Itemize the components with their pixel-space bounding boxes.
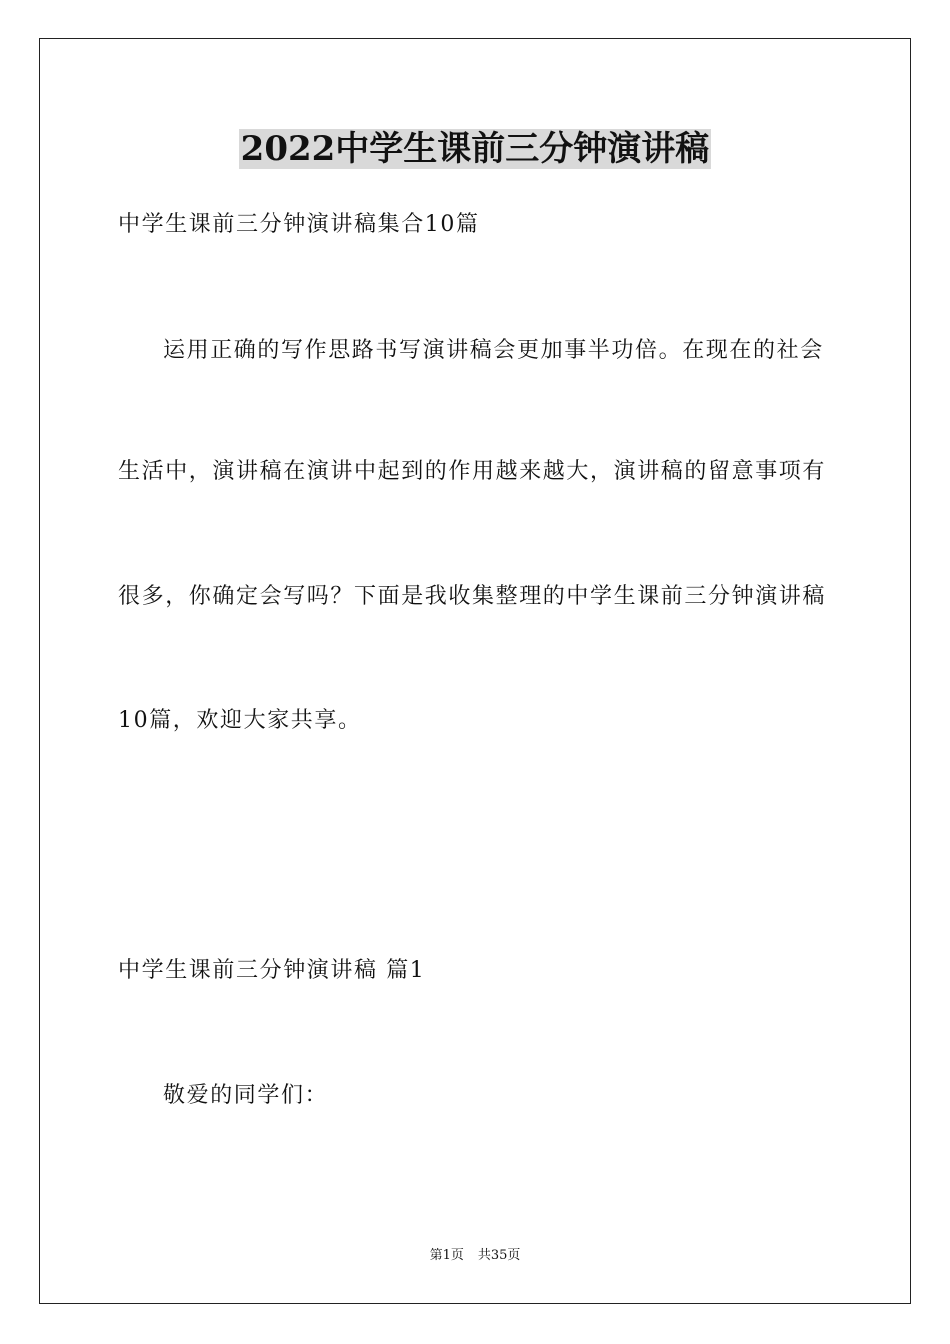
salutation: 敬爱的同学们： bbox=[163, 1083, 329, 1108]
document-subtitle: 中学生课前三分钟演讲稿集合10篇 bbox=[118, 212, 480, 237]
intro-line-3: 很多，你确定会写吗？下面是我收集整理的中学生课前三分钟演讲稿 bbox=[118, 584, 827, 609]
section-heading: 中学生课前三分钟演讲稿 篇1 bbox=[118, 958, 426, 983]
title-text: 2022中学生课前三分钟演讲稿 bbox=[240, 129, 710, 169]
intro-line-2: 生活中，演讲稿在演讲中起到的作用越来越大，演讲稿的留意事项有 bbox=[118, 459, 827, 484]
intro-line-4: 10篇，欢迎大家共享。 bbox=[118, 708, 362, 733]
page-footer bbox=[0, 1247, 950, 1265]
intro-line-1: 运用正确的写作思路书写演讲稿会更加事半功倍。在现在的社会 bbox=[163, 338, 824, 363]
page-number: 第1页 bbox=[429, 1248, 464, 1263]
document-title bbox=[0, 126, 950, 172]
page-total: 共35页 bbox=[477, 1248, 521, 1263]
